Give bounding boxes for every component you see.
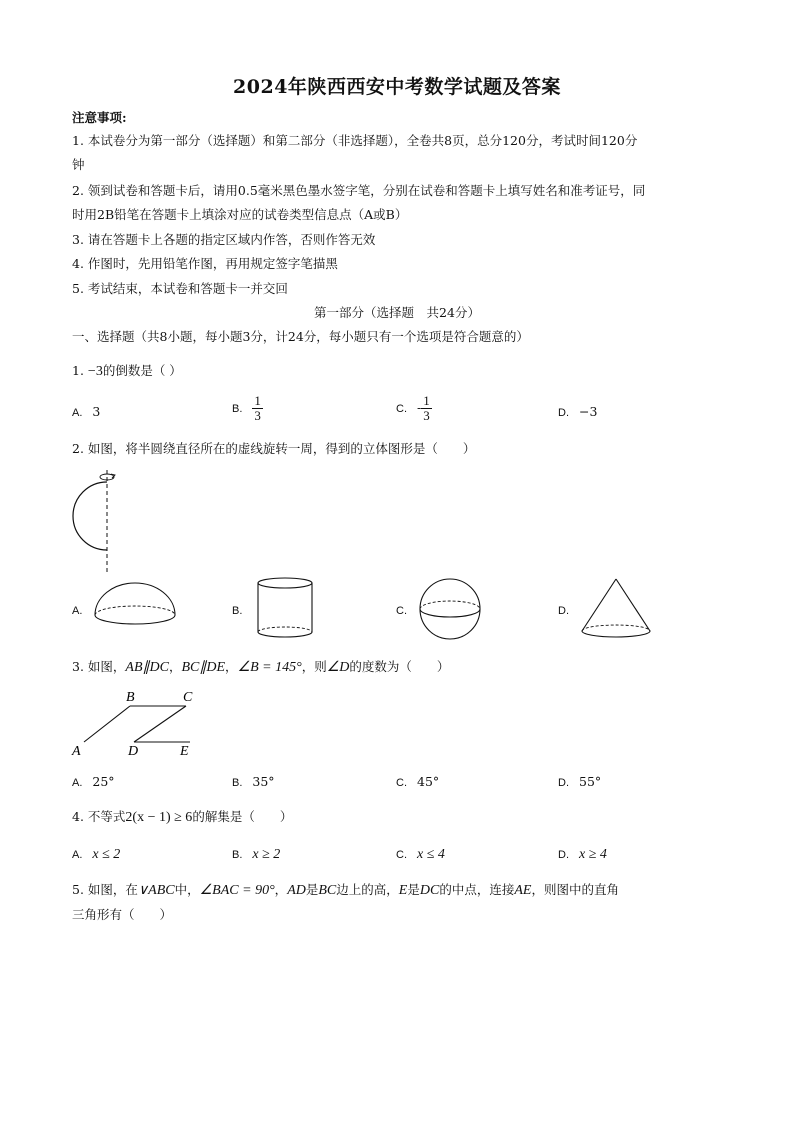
q3-option-d[interactable]: D. 55° — [558, 774, 602, 789]
notice-item-2-cont: 时用2B铅笔在答题卡上填涂对应的试卷类型信息点（A或B） — [72, 207, 408, 222]
question-2: 2. 如图，将半圆绕直径所在的虚线旋转一周，得到的立体图形是（ ） — [72, 441, 476, 456]
question-3: 3. 如图，AB∥DC，BC∥DE，∠B = 145°，则∠D的度数为（ ） — [72, 659, 450, 675]
parallel-lines-figure — [70, 686, 210, 758]
q4-option-d[interactable]: D. x ≥ 4 — [558, 847, 607, 862]
notice-item-5: 5. 考试结束，本试卷和答题卡一并交回 — [72, 281, 288, 296]
notice-heading: 注意事项: — [72, 110, 127, 125]
question-1-number: 1. — [72, 363, 84, 378]
notice-item-4: 4. 作图时，先用铅笔作图，再用规定签字笔描黑 — [72, 256, 338, 271]
q1-option-c[interactable]: C. - $\frac{1}{3}$ — [396, 393, 430, 423]
question-5: 5. 如图，在∨ABC中，∠BAC = 90°，AD是BC边上的高，E是DC的中点，连接AE，则图中的直角 — [72, 882, 619, 898]
point-e-label: E — [180, 744, 189, 759]
q2-option-c[interactable]: C. — [396, 605, 407, 617]
q3-option-b[interactable]: B. 35° — [232, 774, 275, 789]
semicircle-rotation-figure — [66, 466, 126, 576]
q2-option-a[interactable]: A. — [72, 605, 83, 617]
page-title: 2024年陕西西安中考数学试题及答案 — [233, 76, 561, 98]
hemisphere-icon — [93, 581, 177, 637]
q4-option-b[interactable]: B. x ≥ 2 — [232, 847, 281, 862]
q1-option-a[interactable]: A. 3 — [72, 404, 101, 419]
question-1-expr: −3 — [87, 364, 103, 379]
notice-item-1-cont: 钟 — [72, 157, 85, 172]
q1-option-b[interactable]: B. $\frac{1}{3}$ — [232, 393, 261, 423]
question-1 — [72, 363, 732, 380]
sphere-icon — [418, 577, 484, 643]
point-c-label: C — [183, 690, 193, 705]
notice-item-2: 2. 领到试卷和答题卡后，请用0.5毫米黑色墨水签字笔，分别在试卷和答题卡上填写姓名和准考证号，同 — [72, 183, 646, 198]
fraction: $\frac{1}{3}$ — [423, 393, 430, 423]
point-a-label: A — [72, 744, 81, 759]
part1-heading: 第一部分（选择题 共24分） — [314, 305, 480, 320]
q1-option-d[interactable]: D. −3 — [558, 404, 598, 419]
point-d-label: D — [128, 744, 139, 759]
fraction: $\frac{1}{3}$ — [254, 393, 261, 423]
notice-item-3: 3. 请在答题卡上各题的指定区域内作答，否则作答无效 — [72, 232, 376, 247]
q3-option-c[interactable]: C. 45° — [396, 774, 440, 789]
cone-icon — [578, 577, 654, 641]
question-4: 4. 不等式2(x − 1) ≥ 6的解集是（ ） — [72, 809, 293, 825]
q4-option-c[interactable]: C. x ≤ 4 — [396, 847, 445, 862]
notice-item-1: 1. 本试卷分为第一部分（选择题）和第二部分（非选择题），全卷共8页，总分120分，考试时间120分 — [72, 133, 638, 148]
q4-option-a[interactable]: A. x ≤ 2 — [72, 847, 121, 862]
q2-option-d[interactable]: D. — [558, 605, 569, 617]
section-heading: 一、选择题（共8小题，每小题3分，计24分，每小题只有一个选项是符合题意的） — [72, 329, 529, 344]
q2-option-b[interactable]: B. — [232, 605, 243, 617]
point-b-label: B — [126, 690, 135, 705]
question-5-cont: 三角形有（ ） — [72, 907, 173, 922]
cylinder-icon — [256, 577, 314, 639]
question-1-text: 的倒数是（ ） — [102, 363, 182, 378]
q3-option-a[interactable]: A. 25° — [72, 774, 115, 789]
